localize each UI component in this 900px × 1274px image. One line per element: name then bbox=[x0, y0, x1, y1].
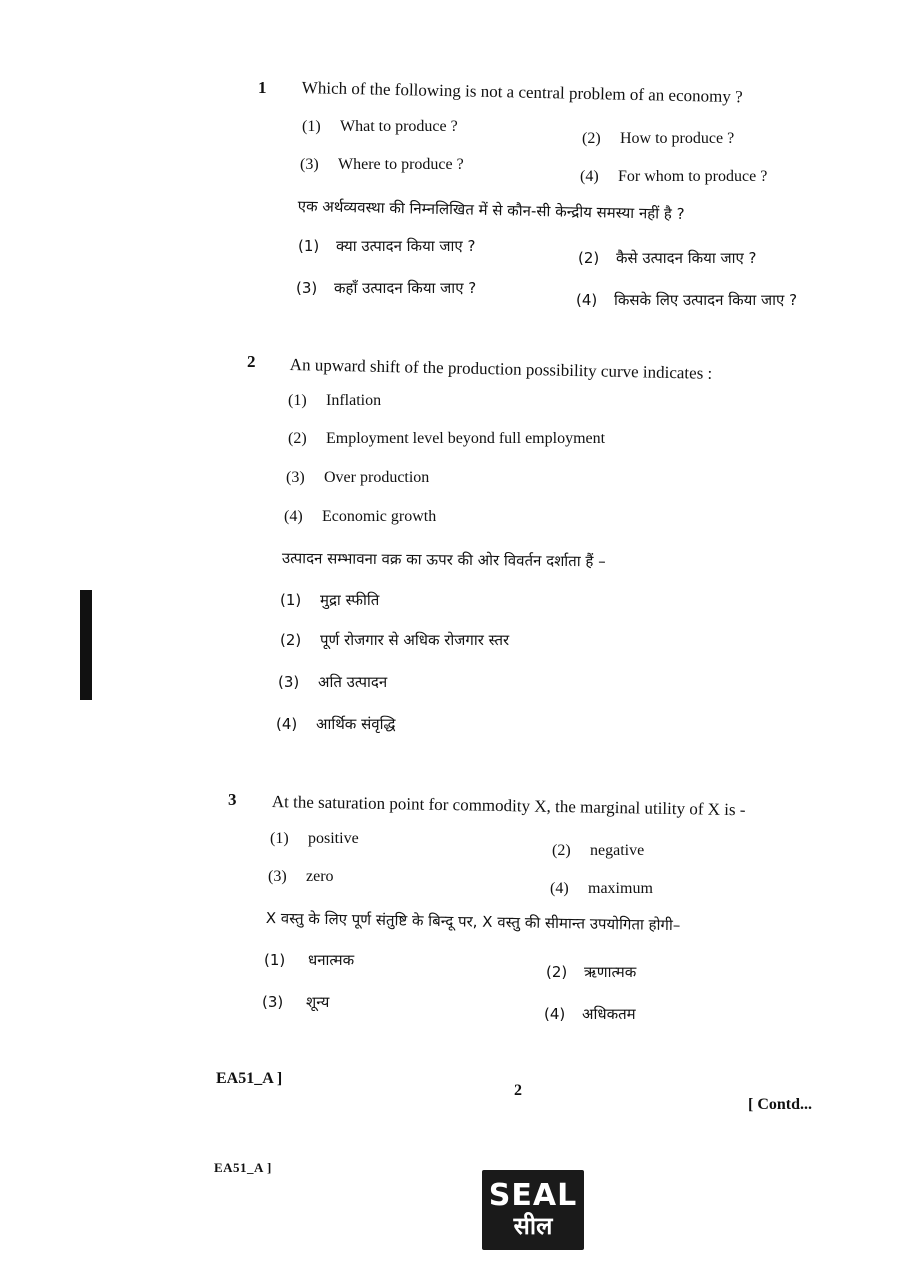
question-3-stem-en: At the saturation point for commodity X, the marginal utility of X is - bbox=[271, 792, 746, 820]
question-3-option-en-1: (1) positive bbox=[270, 830, 359, 847]
question-1-stem-hi: एक अर्थव्यवस्था की निम्नलिखित में से कौन-सी केन्द्रीय समस्या नहीं है ? bbox=[297, 196, 685, 224]
question-2-option-en-3: (3) Over production bbox=[286, 469, 430, 486]
question-3-number: 3 bbox=[228, 790, 237, 809]
question-2-number: 2 bbox=[247, 352, 256, 371]
question-3-option-hi-2: (2) ऋणात्मक bbox=[546, 963, 637, 981]
question-1-stem-en: Which of the following is not a central problem of an economy ? bbox=[301, 78, 743, 107]
question-1-option-hi-1: (1) क्या उत्पादन किया जाए ? bbox=[298, 237, 476, 255]
question-2-stem-en: An upward shift of the production possibility curve indicates : bbox=[289, 355, 713, 383]
question-1-option-en-2: (2) How to produce ? bbox=[582, 130, 735, 147]
seal-stamp bbox=[482, 1170, 584, 1250]
question-1-option-hi-4: (4) किसके लिए उत्पादन किया जाए ? bbox=[576, 291, 798, 309]
seal-text-en: SEAL bbox=[488, 1178, 578, 1213]
paper-code-bottom: EA51_A ] bbox=[214, 1160, 272, 1175]
question-3-option-en-3: (3) zero bbox=[268, 868, 334, 885]
question-2-stem-hi: उत्पादन सम्भावना वक्र का ऊपर की ओर विवर्तन दर्शाता हैं – bbox=[281, 548, 606, 571]
binding-margin-strip bbox=[80, 590, 92, 700]
question-2-option-hi-2: (2) पूर्ण रोजगार से अधिक रोजगार स्तर bbox=[280, 631, 510, 649]
question-3-option-en-2: (2) negative bbox=[552, 842, 645, 859]
continued-label: [ Contd... bbox=[748, 1096, 813, 1113]
question-3-option-en-4: (4) maximum bbox=[550, 880, 653, 897]
question-2-option-hi-4: (4) आर्थिक संवृद्धि bbox=[276, 715, 396, 733]
seal-text-hi: सील bbox=[513, 1212, 553, 1240]
paper-code: EA51_A ] bbox=[216, 1070, 283, 1087]
question-3-option-hi-1: (1) धनात्मक bbox=[264, 951, 355, 969]
question-3-option-hi-3: (3) शून्य bbox=[262, 993, 330, 1011]
question-2-option-en-1: (1) Inflation bbox=[288, 392, 382, 409]
question-3-stem-hi: X वस्तु के लिए पूर्ण संतुष्टि के बिन्दू पर, X वस्तु की सीमान्त उपयोगिता होगी– bbox=[265, 908, 681, 935]
question-1-option-hi-3: (3) कहाँ उत्पादन किया जाए ? bbox=[296, 279, 477, 297]
question-1-option-en-3: (3) Where to produce ? bbox=[300, 156, 464, 173]
page-number: 2 bbox=[514, 1082, 522, 1099]
question-2-option-en-2: (2) Employment level beyond full employment bbox=[288, 430, 606, 447]
question-1-option-en-1: (1) What to produce ? bbox=[302, 118, 458, 135]
question-2-option-hi-1: (1) मुद्रा स्फीति bbox=[280, 591, 380, 609]
question-2-option-en-4: (4) Economic growth bbox=[284, 508, 437, 525]
question-2-option-hi-3: (3) अति उत्पादन bbox=[278, 673, 388, 691]
question-1-number: 1 bbox=[258, 78, 267, 97]
question-3-option-hi-4: (4) अधिकतम bbox=[544, 1005, 636, 1023]
question-1-option-hi-2: (2) कैसे उत्पादन किया जाए ? bbox=[578, 249, 757, 267]
question-1-option-en-4: (4) For whom to produce ? bbox=[580, 168, 768, 185]
